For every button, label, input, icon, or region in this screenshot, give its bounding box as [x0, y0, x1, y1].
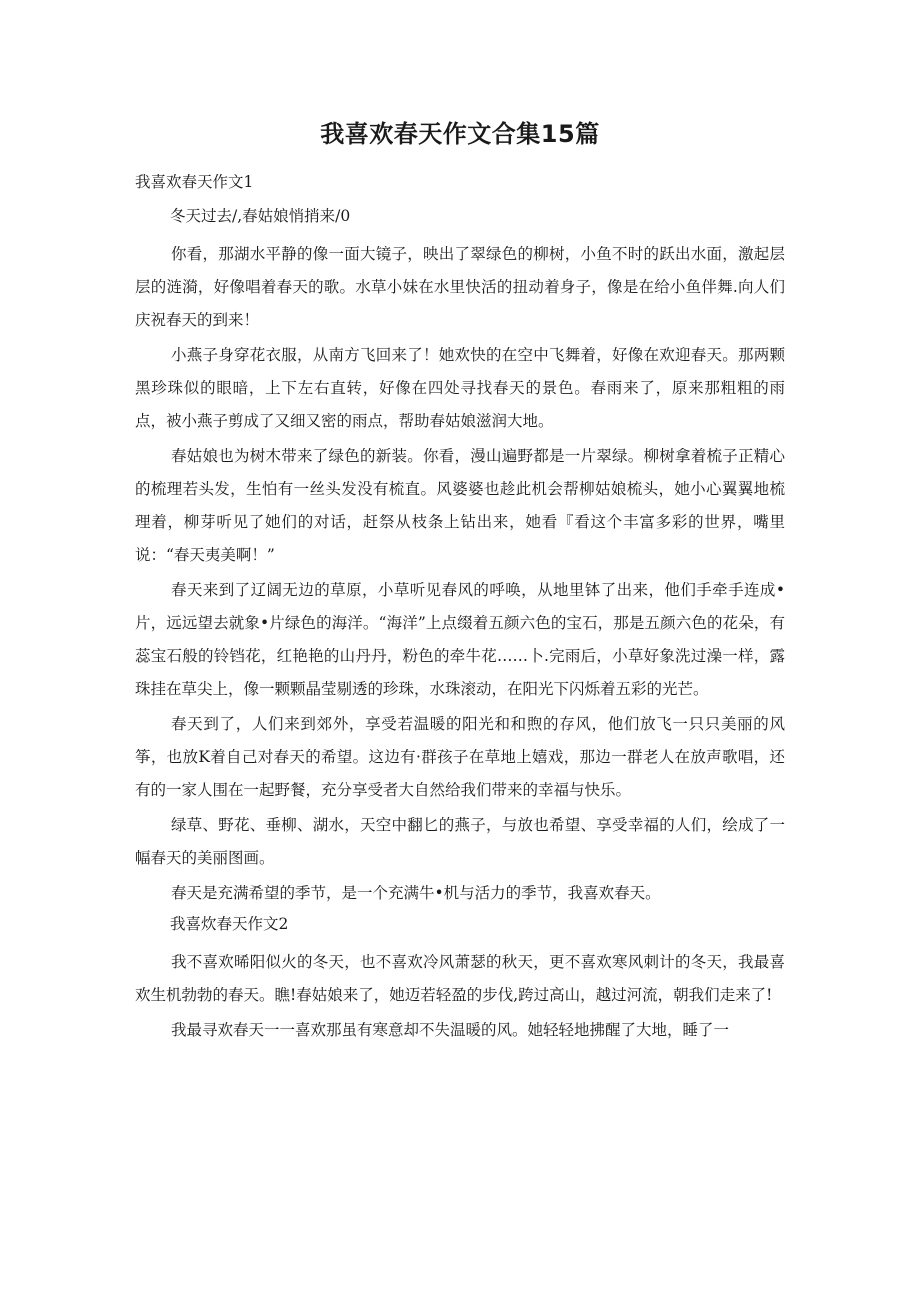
paragraph: 春天是充满希望的季节，是一个充满牛•机与活力的季节，我喜欢春天。	[171, 884, 661, 902]
document-title: 我喜欢春天作文合集15篇	[320, 120, 600, 148]
section-heading-1: 我喜欢春天作文1	[135, 173, 254, 191]
paragraph: 春天来到了辽阔无边的草原，小草听见春风的呼唤，从地里钵了出来，他们手牵手连成•片，远远望去就象•片绿色的海洋。“海洋”上点缀着五颜六色的宝石，那是五颜六色的花朵，有蕊宝石般的铃铛花，红艳艳的山丹丹，粉色的牵牛花……卜.完雨后，小草好象洗过澡一样，露珠挂在草尖上，像一颗颗晶莹剔透的珍珠，水珠滚动，在阳光下闪烁着五彩的光芒。	[135, 581, 785, 698]
section-subheading-1: 冬天过去/,春姑娘悄捎来/0	[170, 207, 351, 225]
paragraph: 春天到了，人们来到郊外，享受若温暖的阳光和和煦的存风，他们放飞一只只美丽的风筝，也放K着自己对春天的希望。这边有·群孩子在草地上嬉戏，那边一群老人在放声歌唱，还有的一家人围在一起野餐，充分享受者大自然给我们带来的幸福与快乐。	[135, 715, 785, 799]
paragraph: 我不喜欢晞阳似火的冬天，也不喜欢冷风萧瑟的秋天，更不喜欢寒风刺计的冬天，我最喜欢生机勃勃的春天。瞧!春姑娘来了，她迈若轻盈的步伐,跨过高山，越过河流，朝我们走来了!	[135, 953, 785, 1004]
paragraph: 小燕子身穿花衣服，从南方飞回来了！她欢快的在空中飞舞着，好像在欢迎春天。那两颗黑珍珠似的眼暗，上下左右直转，好像在四处寻找春天的景色。春雨来了，原来那粗粗的雨点，被小燕子剪成了又细又密的雨点，帮助春姑娘滋润大地。	[135, 346, 785, 430]
paragraph: 你看，那湖水平静的像一面大镜子，映出了翠绿色的柳树，小鱼不时的跃出水面，激起层层的涟漪，好像唱着春天的歌。水草小妹在水里快活的扭动着身子，像是在给小鱼伴舞.向人们庆祝春天的到来！	[135, 245, 785, 329]
paragraph: 春姑娘也为树木带来了绿色的新装。你看，漫山遍野都是一片翠绿。柳树拿着梳子正精心的梳理若头发，生怕有一丝头发没有梳直。风婆婆也趁此机会帮柳姑娘梳头，她小心翼翼地梳理着，柳芽听见了她们的对话，赶祭从枝条上钻出来，她看『看这个丰富多彩的世界，嘴里说：“春天夷美啊！”	[135, 447, 785, 564]
paragraph: 我最寻欢春天一一喜欢那虽有寒意却不失温暖的风。她轻轻地拂醒了大地，睡了一	[171, 1021, 730, 1039]
document-body	[135, 170, 785, 1049]
paragraph: 绿草、野花、垂柳、湖水，天空中翻匕的燕子，与放也希望、享受幸福的人们，绘成了一幅春天的美丽图画。	[135, 816, 785, 867]
section-heading-2: 我喜炊春天作文2	[170, 915, 289, 933]
